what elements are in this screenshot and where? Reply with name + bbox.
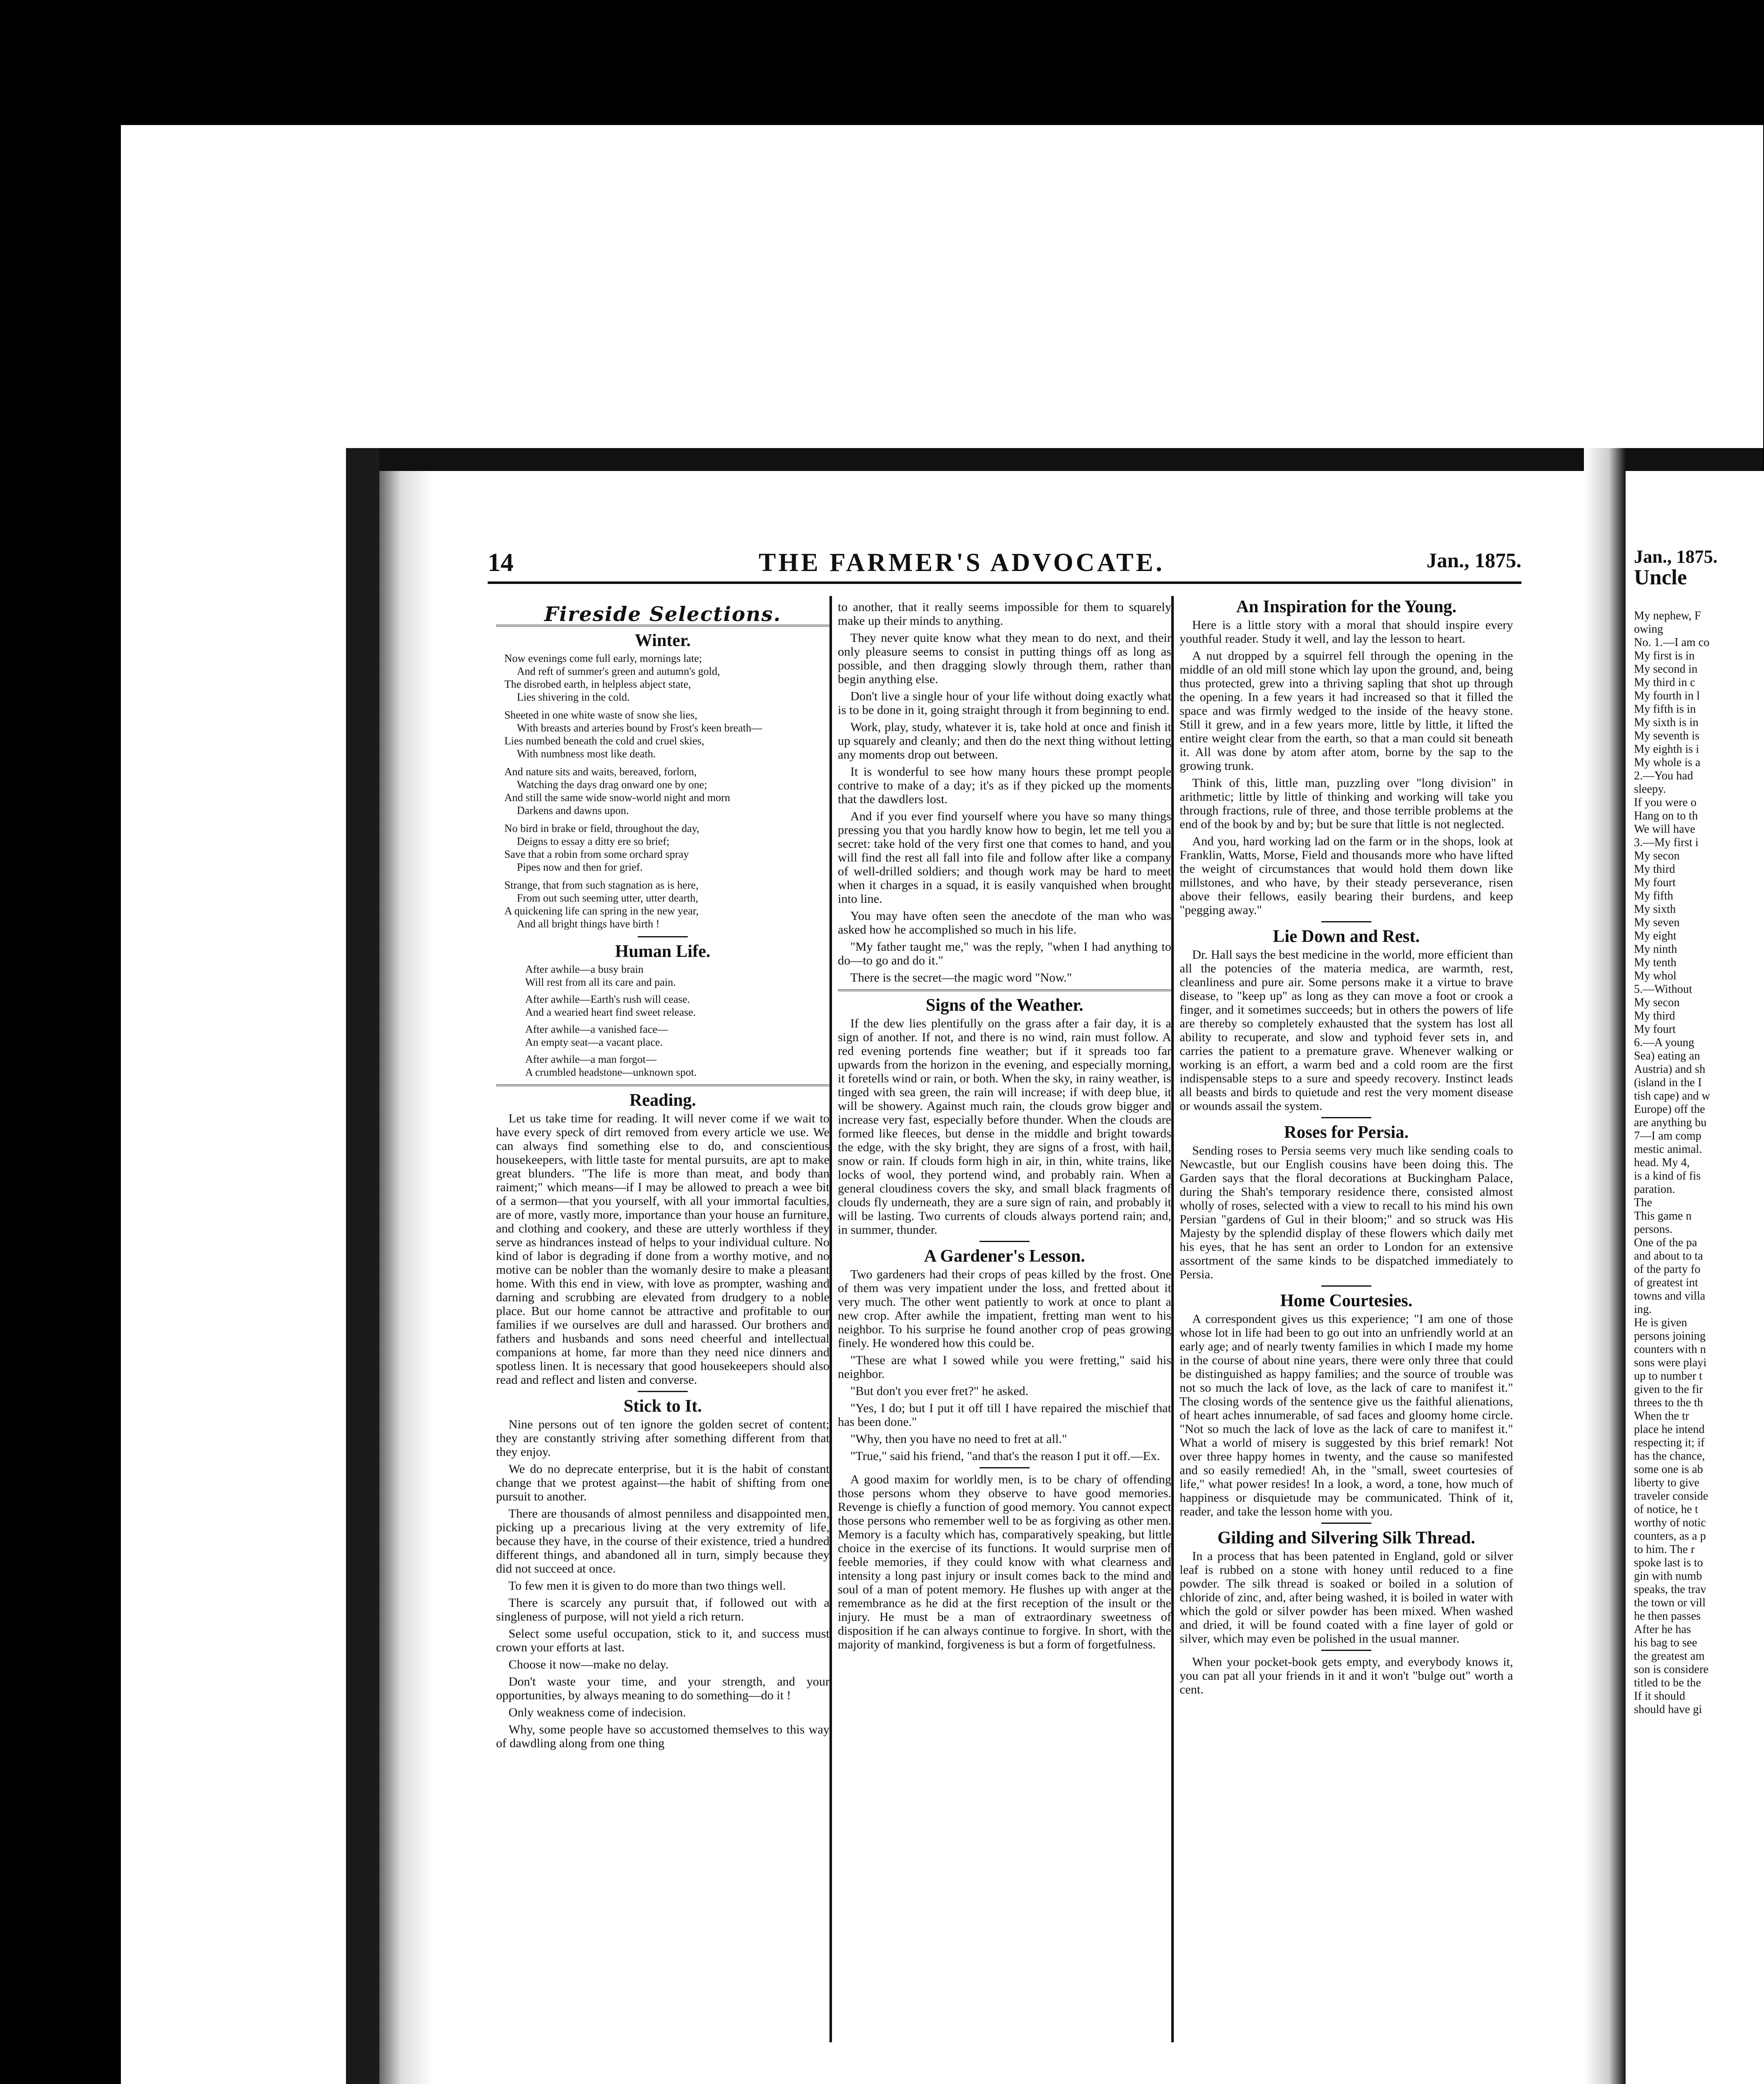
facing-page-line: he then passes (1634, 1610, 1701, 1623)
article-paragraph: "Yes, I do; but I put it off till I have repaired the mischief that has been done." (838, 1401, 1171, 1429)
article-paragraph: Don't live a single hour of your life without doing exactly what is to be done in it, going straight through it from beginning to end. (838, 689, 1171, 717)
poem-line: Darkens and dawns upon. (517, 804, 629, 817)
article-paragraph: A nut dropped by a squirrel fell through the opening in the middle of an old mill stone which lay upon the ground, and, being thus protected, grew into a thriving sapling that shot up through the opening. In a few years it had increased so that it filled the space and was firmly wedged to the inside of the heavy stone. Still it grew, and in a few years more, little by little, it lifted the entire weight clear from the earth, so that a man could sit beneath it. All was done by atom after atom, borne by the sap to the growing trunk. (1180, 649, 1513, 773)
article-title-silk: Gilding and Silvering Silk Thread. (1217, 1528, 1476, 1548)
poem-title-winter: Winter. (634, 631, 691, 650)
poem-line: Lies numbed beneath the cold and cruel skies, (504, 735, 704, 747)
poem-line: Lies shivering in the cold. (517, 691, 630, 703)
article-paragraph: "True," said his friend, "and that's the reason I put it off.—Ex. (850, 1449, 1160, 1463)
masthead: THE FARMER'S ADVOCATE. (759, 549, 1165, 577)
facing-page-line: the town or vill (1634, 1596, 1706, 1609)
poem-human-life (525, 963, 829, 1079)
article-title-weather: Signs of the Weather. (925, 996, 1084, 1015)
poem-line: And still the same wide snow-world night and morn (504, 792, 730, 804)
article-paragraph: Why, some people have so accustomed themselves to this way of dawdling along from one thing (496, 1723, 829, 1750)
article-paragraph: A correspondent gives us this experience; "I am one of those whose lot in life had been to go out into an unfriendly world at an early age; and of nearly twenty families in which I made my home in the course of about nine years, there were only three that could be distinguished as happy families; and the source of trouble was not so much the lack of love, as the lack of care to manifest it." The closing words of the sentence give us the faithful alienations, of heart aches innumerable, of sad faces and gloomy home circle. "Not so much the lack of love as the lack of care to manifest it." What a world of misery is suggested by this brief remark! Not over three happy homes in twenty, and the cause so manifested and so easily remedied! Ah, in the "small, sweet courtesies of life," what power resides! In a look, a word, a tone, how much of happiness or disquietude may be communicated. Think of it, reader, and take the lesson home with you. (1180, 1312, 1513, 1518)
poem-line: And all bright things have birth ! (517, 918, 660, 930)
facing-page-line: My eight (1634, 929, 1676, 942)
facing-page-line: My sixth (1634, 903, 1676, 916)
facing-page-line: If you were o (1634, 796, 1697, 809)
poem-line: Now evenings come full early, mornings late; (504, 652, 702, 664)
facing-page-line: 7—I am comp (1634, 1130, 1701, 1142)
facing-page-line: sleepy. (1634, 783, 1666, 796)
article-paragraph: "My father taught me," was the reply, "when I had anything to do—to go and do it." (838, 940, 1171, 967)
article-paragraph: They never quite know what they mean to do next, and their only pleasure seems to consist in putting things off as long as possible, and then dragging slowly through them, rather than begin anything else. (838, 631, 1171, 686)
facing-page-line: When the tr (1634, 1410, 1689, 1423)
divider (1321, 1117, 1371, 1118)
article-paragraph: Think of this, little man, puzzling over "long division" in arithmetic; little by little of thinking and working will take you through fractions, rule of three, and those terrible problems at the end of the book by and by; but be sure that little is not neglected. (1180, 776, 1513, 831)
article-paragraph: "But don't you ever fret?" he asked. (850, 1384, 1029, 1398)
facing-page-line: My third in c (1634, 676, 1695, 689)
divider (980, 1467, 1030, 1468)
article-title-stick: Stick to It. (624, 1397, 702, 1416)
facing-page-line: My secon (1634, 849, 1680, 862)
article-paragraph: A good maxim for worldly men, is to be chary of offending those persons whom they observe to have good memories. Revenge is chiefly a function of good memory. You cannot expect those persons who remember well to be as forgiving as other men. Memory is a faculty which has, comparatively speaking, but little choice in the exercise of its functions. It would surprise men of feeble memories, if they could know with what clearness and intensity a long past injury or insult comes back to the mind and soul of a man of potent memory. He flushes up with anger at the remembrance as he did at the first reception of the insult or the injury. He must be a man of extraordinary sweetness of disposition if he can always continue to forgive. In short, with the majority of mankind, forgiveness is but a form of forgetfulness. (838, 1473, 1171, 1651)
article-paragraph: "Why, then you have no need to fret at all." (850, 1432, 1067, 1446)
column-rule (829, 596, 832, 2042)
facing-page-line: This game n (1634, 1210, 1692, 1222)
facing-page-line: are anything bu (1634, 1116, 1707, 1129)
facing-page-line: If it should (1634, 1690, 1685, 1703)
facing-page-line: traveler conside (1634, 1490, 1709, 1503)
article-paragraph: Only weakness come of indecision. (509, 1706, 686, 1719)
article-paragraph: Dr. Hall says the best medicine in the world, more efficient than all the potencies of the materia medica, are warmth, rest, cleanliness and pure air. Some persons make it a virtue to brave disease, to "keep up" as long as they can move a foot or crook a finger, and it sometimes succeeds; but in others the powers of life are thereby so completely exhausted that the system has lost all ability to recuperate, and slow and typhoid fever sets in, and carries the patient to a premature grave. Whenever walking or working is an effort, a warm bed and a cold room are the first indispensable steps to a sure and speedy recovery. Instinct leads all beasts and birds to quietude and rest the very moment disease or wounds assail the system. (1180, 948, 1513, 1113)
article-paragraph: to another, that it really seems impossible for them to squarely make up their minds to anything. (838, 600, 1171, 628)
article-paragraph: We do no deprecate enterprise, but it is the habit of constant change that we protest against—the habit of shifting from one pursuit to another. (496, 1462, 829, 1503)
article-paragraph: And if you ever find yourself where you have so many things pressing you that you hardly know how to begin, let me tell you a secret: take hold of the very first one that comes to hand, and you will find the rest all fall into file and follow after like a company of well-drilled soldiers; and though work may be hard to meet when it charges in a squad, it is easily vanquished when brought into line. (838, 809, 1171, 906)
facing-page-line: (island in the I (1634, 1076, 1702, 1089)
facing-page-line: titled to be the (1634, 1676, 1701, 1689)
article-paragraph: It is wonderful to see how many hours these prompt people contrive to make of a day; it's as if they picked up the moments that the dawdlers lost. (838, 765, 1171, 806)
poem-line: After awhile—a man forgot— (525, 1053, 657, 1065)
facing-page-line: My third (1634, 1009, 1675, 1022)
facing-page-line: head. My 4, (1634, 1156, 1690, 1169)
facing-page-line: My seventh is (1634, 729, 1700, 742)
poem-line: Strange, that from such stagnation as is here, (504, 879, 699, 891)
facing-page-line: He is given (1634, 1316, 1687, 1329)
article-paragraph: When your pocket-book gets empty, and everybody knows it, you can pat all your friends in it and it won't "bulge out" worth a cent. (1180, 1655, 1513, 1696)
facing-page-text (1634, 471, 1764, 1716)
facing-page-line: up to number t (1634, 1370, 1703, 1383)
facing-page (1626, 471, 1764, 2084)
facing-page-line: My fourt (1634, 876, 1676, 889)
article-paragraph: There is the secret—the magic word "Now." (850, 971, 1072, 984)
poem-line: After awhile—a busy brain (525, 963, 644, 975)
divider (1321, 921, 1371, 922)
article-paragraph: Nine persons out of ten ignore the golden secret of content; they are constantly striving after something different from that they enjoy. (496, 1418, 829, 1459)
column-3 (1180, 597, 1513, 1700)
divider (638, 1391, 688, 1392)
article-paragraph: Sending roses to Persia seems very much like sending coals to Newcastle, but our English cousins have been doing this. The Garden says that the floral decorations at Buckingham Palace, during the Shah's temporary residence there, consisted almost wholly of roses, selected with a view to recall to his mind his own Persian "gardens of Gul in their bloom;" and so struck was His Majesty by the splendid display of these flowers which daily met his eyes, that he has sent an order to London for an extensive assortment of the same kinds to be dispatched immediately to Persia. (1180, 1144, 1513, 1281)
facing-page-line: My tenth (1634, 956, 1676, 969)
facing-page-line: My fourth in l (1634, 689, 1700, 702)
facing-page-line: No. 1.—I am co (1634, 636, 1710, 649)
facing-page-line: My whol (1634, 969, 1676, 982)
facing-page-line: My second in (1634, 663, 1698, 676)
facing-page-line: My eighth is i (1634, 743, 1699, 756)
facing-page-line: The (1634, 1196, 1652, 1209)
poem-line: From out such seeming utter, utter dearth, (517, 892, 699, 904)
poem-line: After awhile—a vanished face— (525, 1023, 668, 1035)
facing-page-line: Austria) and sh (1634, 1063, 1706, 1076)
facing-page-line: gin with numb (1634, 1570, 1702, 1583)
facing-page-line: 2.—You had (1634, 769, 1693, 782)
poem-line: Watching the days drag onward one by one; (517, 779, 707, 791)
facing-page-line: My fourt (1634, 1023, 1676, 1036)
divider (1321, 1650, 1371, 1651)
facing-page-line: My third (1634, 863, 1675, 876)
facing-page-line: place he intend (1634, 1423, 1705, 1436)
facing-page-title: Uncle (1634, 566, 1687, 589)
poem-line: And reft of summer's green and autumn's gold, (517, 665, 720, 677)
facing-page-line: counters with n (1634, 1343, 1706, 1356)
facing-page-line: mestic animal. (1634, 1143, 1702, 1156)
column-rule (1171, 596, 1174, 2042)
section-divider (496, 1085, 829, 1086)
column-2 (838, 600, 1171, 1655)
facing-page-line: threes to the th (1634, 1396, 1703, 1409)
facing-page-line: My secon (1634, 996, 1680, 1009)
facing-page-line: 3.—My first i (1634, 836, 1699, 849)
article-title-roses: Roses for Persia. (1284, 1123, 1409, 1142)
facing-page-line: My fifth is in (1634, 703, 1696, 716)
article-title-reading: Reading. (629, 1091, 696, 1110)
article-paragraph: Don't waste your time, and your strength, and your opportunities, by always meaning to do something—do it ! (496, 1675, 829, 1702)
poem-line: A crumbled headstone—unknown spot. (525, 1066, 697, 1078)
article-paragraph: To few men it is given to do more than two things well. (509, 1579, 786, 1593)
facing-page-line: After he has (1634, 1623, 1691, 1636)
poem-line: Deigns to essay a ditty ere so brief; (517, 835, 670, 847)
facing-page-line: has the chance, (1634, 1450, 1705, 1463)
poem-line: After awhile—Earth's rush will cease. (525, 993, 690, 1005)
facing-page-line: of greatest int (1634, 1276, 1698, 1289)
article-paragraph: There are thousands of almost penniless and disappointed men, picking up a precarious living at the very extremity of life, because they have, in the course of their existence, tried a hundred different things, and abandoned all in turn, simply because they did not succeed at once. (496, 1507, 829, 1576)
poem-line: Sheeted in one white waste of snow she lies, (504, 709, 697, 721)
facing-page-line: his bag to see (1634, 1636, 1697, 1649)
section-title: Fireside Selections. (496, 608, 829, 626)
facing-page-line: of the party fo (1634, 1263, 1701, 1276)
facing-page-line: son is considere (1634, 1663, 1709, 1676)
poem-line: A quickening life can spring in the new year, (504, 905, 699, 917)
section-divider (838, 989, 1171, 991)
facing-page-line: sons were playi (1634, 1356, 1707, 1369)
facing-page-line: given to the fir (1634, 1383, 1703, 1396)
divider (980, 1241, 1030, 1242)
poem-line: With numbness most like death. (517, 748, 656, 760)
poem-winter (504, 652, 829, 930)
poem-title-human-life: Human Life. (615, 942, 711, 961)
facing-page-line: spoke last is to (1634, 1556, 1703, 1569)
facing-page-line: the greatest am (1634, 1650, 1705, 1663)
article-paragraph: Here is a little story with a moral that should inspire every youthful reader. Study it well, and lay the lesson to heart. (1180, 618, 1513, 646)
facing-page-line: to him. The r (1634, 1543, 1695, 1556)
facing-page-line: My first is in (1634, 649, 1695, 662)
poem-line: An empty seat—a vacant place. (525, 1036, 663, 1048)
divider (1321, 1285, 1371, 1287)
facing-page-line: One of the pa (1634, 1236, 1697, 1249)
facing-page-line: liberty to give (1634, 1476, 1700, 1489)
article-paragraph: There is scarcely any pursuit that, if followed out with a singleness of purpose, will not yield a rich return. (496, 1596, 829, 1623)
facing-page-line: and about to ta (1634, 1250, 1703, 1262)
article-paragraph: And you, hard working lad on the farm or in the shops, look at Franklin, Watts, Morse, Field and thousands more who have lifted the weight of circumstances that would hold them down like millstones, and who have, by their steady perseverance, risen above their fellows, easily bearing their burdens, and keep "pegging away." (1180, 834, 1513, 917)
article-paragraph: If the dew lies plentifully on the grass after a fair day, it is a sign of another. If not, and there is no wind, rain must follow. A red evening portends fine weather; but if it spreads too far upwards from the horizon in the evening, and especially morning, it foretells wind or rain, or both. When the sky, in rainy weather, is tinged with sea green, the rain will increase; if with deep blue, it will be showery. Against much rain, the clouds grow bigger and increase very fast, especially before thunder. When the clouds are formed like fleeces, but dense in the middle and bright towards the edge, with the sky bright, they are signs of a frost, with hail, snow or rain. If clouds form high in air, in thin, white trains, like locks of wool, they portend wind, and probably rain. When a general cloudiness covers the sky, and small black fragments of clouds fly underneath, they are a sure sign of rain, and probably it will be lasting. Two currents of clouds always portend rain; and, in summer, thunder. (838, 1017, 1171, 1237)
poem-line: The disrobed earth, in helpless abject state, (504, 678, 691, 690)
poem-line: Pipes now and then for grief. (517, 861, 643, 873)
page-number: 14 (488, 549, 514, 577)
binding-left-edge (346, 448, 379, 2084)
facing-page-line: is a kind of fis (1634, 1170, 1701, 1182)
binding-shadow (379, 471, 433, 2084)
facing-page-line: My fifth (1634, 889, 1674, 902)
facing-page-line: some one is ab (1634, 1463, 1703, 1476)
facing-page-line: My whole is a (1634, 756, 1701, 769)
facing-page-line: 5.—Without (1634, 983, 1692, 996)
facing-page-line: should have gi (1634, 1703, 1702, 1716)
article-paragraph: You may have often seen the anecdote of the man who was asked how he accomplished so much in his life. (838, 909, 1171, 937)
divider (1321, 1523, 1371, 1524)
poem-line: And a wearied heart find sweet release. (525, 1006, 696, 1018)
article-paragraph: Let us take time for reading. It will never come if we wait to have every speck of dirt removed from every article we use. We can always find something else to do, and conscientious housekeepers, with little taste for mental pursuits, are apt to make great blunders. "The life is more than meat, and body than raiment;" which means—if I may be allowed to preach a wee bit of a sermon—that you yourself, with all your immortal faculties, are of more, vastly more, importance than your house an furniture, and clothing and cookery, and these are utterly worthless if they serve as hindrances instead of helps to your individual culture. No kind of labor is degrading if done from a worthy motive, and no motive can be nobler than the womanly desire to make a pleasant home. With this end in view, with love as prompter, washing and darning and scrubbing are elevated from drudgery to a noble place. But our home cannot be attractive and profitable to our families if we ourselves are dull and harassed. Our brothers and fathers and husbands and sons need cheerful and intellectual companions at home, far more than they need nice dinners and spotless linen. It is necessary that good housekeepers should also read and reflect and listen and converse. (496, 1112, 829, 1387)
poem-line: Will rest from all its care and pain. (525, 976, 676, 988)
facing-page-date: Jan., 1875. (1634, 546, 1718, 567)
facing-page-line: towns and villa (1634, 1290, 1706, 1302)
page-gutter (1584, 448, 1626, 2084)
article-paragraph: "These are what I sowed while you were fretting," said his neighbor. (838, 1353, 1171, 1381)
facing-page-line: owing (1634, 623, 1663, 636)
facing-page-line: 6.—A young (1634, 1036, 1694, 1049)
facing-page-line: Europe) off the (1634, 1103, 1705, 1116)
facing-page-line: speaks, the trav (1634, 1583, 1706, 1596)
ornament-divider (638, 936, 688, 937)
facing-page-line: Sea) eating an (1634, 1050, 1700, 1062)
facing-page-line: respecting it; if (1634, 1436, 1705, 1449)
poem-line: With breasts and arteries bound by Frost's keen breath— (517, 722, 762, 734)
facing-page-line: My seven (1634, 916, 1680, 929)
column-1 (496, 600, 829, 1753)
poem-line: And nature sits and waits, bereaved, forlorn, (504, 766, 697, 778)
facing-page-line: My ninth (1634, 943, 1677, 956)
article-paragraph: In a process that has been patented in England, gold or silver leaf is rubbed on a stone with honey until reduced to a fine powder. The silk thread is soaked or boiled in a solution of chloride of zinc, and, after being washed, it is boiled in water with which the gold or silver powder has been mixed. When washed and dried, it will be found coated with a fine layer of gold or silver, which may even be polished in the usual manner. (1180, 1549, 1513, 1646)
facing-page-line: of notice, he t (1634, 1503, 1698, 1516)
facing-page-line: persons joining (1634, 1330, 1706, 1343)
facing-page-line: paration. (1634, 1183, 1675, 1196)
article-title-courtesies: Home Courtesies. (1280, 1291, 1413, 1310)
facing-page-line: My sixth is in (1634, 716, 1699, 729)
article-title-inspiration: An Inspiration for the Young. (1236, 597, 1457, 616)
page-header (488, 548, 1521, 584)
facing-page-line: persons. (1634, 1223, 1673, 1236)
issue-date: Jan., 1875. (1426, 549, 1521, 572)
poem-line: No bird in brake or field, throughout the day, (504, 822, 699, 834)
facing-page-line: tish cape) and w (1634, 1090, 1710, 1102)
facing-page-line: My nephew, F (1634, 609, 1701, 622)
facing-page-line: worthy of notic (1634, 1516, 1706, 1529)
binding-top-edge (350, 448, 1763, 471)
article-title-gardener: A Gardener's Lesson. (924, 1247, 1085, 1266)
article-paragraph: Choose it now—make no delay. (509, 1658, 669, 1671)
article-paragraph: Two gardeners had their crops of peas killed by the frost. One of them was very impatient under the loss, and fretted about it very much. The other went patiently to work at once to plant a new crop. After awhile the impatient, fretting man went to his neighbor. To his surprise he found another crop of peas growing finely. He wondered how this could be. (838, 1267, 1171, 1350)
article-title-rest: Lie Down and Rest. (1273, 927, 1420, 946)
facing-page-line: ing. (1634, 1303, 1652, 1316)
article-paragraph: Work, play, study, whatever it is, take hold at once and finish it up squarely and cleanly; and then do the next thing without letting any moments drop out between. (838, 720, 1171, 761)
article-paragraph: Select some useful occupation, stick to it, and success must crown your efforts at last. (496, 1627, 829, 1654)
poem-line: Save that a robin from some orchard spray (504, 848, 689, 860)
facing-page-line: We will have (1634, 823, 1696, 836)
facing-page-line: counters, as a p (1634, 1530, 1706, 1543)
facing-page-line: Hang on to th (1634, 809, 1698, 822)
